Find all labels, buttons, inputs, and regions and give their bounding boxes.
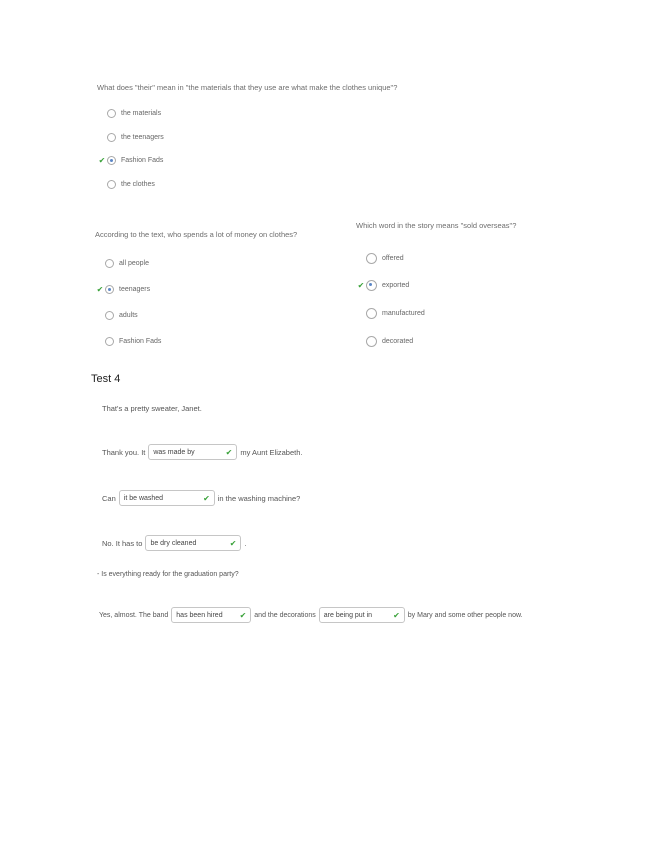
line-text: Yes, almost. The band <box>99 611 169 619</box>
dialogue-line-6 <box>99 607 523 623</box>
option-label: exported <box>382 282 410 289</box>
radio-button[interactable] <box>366 308 377 319</box>
line-text: Thank you. It <box>102 447 146 457</box>
radio-button[interactable] <box>107 180 116 189</box>
check-icon: ✔ <box>203 493 210 503</box>
q3-option-4[interactable] <box>356 336 413 347</box>
option-label: manufactured <box>382 310 425 317</box>
dropdown-value: be dry cleaned <box>150 539 197 547</box>
radio-button[interactable] <box>107 133 116 142</box>
option-label: teenagers <box>119 286 151 293</box>
answer-dropdown[interactable] <box>171 607 251 623</box>
line-text: my Aunt Elizabeth. <box>240 447 303 457</box>
dropdown-value: are being put in <box>323 611 373 619</box>
check-icon: ✔ <box>357 281 365 290</box>
option-label: the materials <box>121 110 162 117</box>
option-label: adults <box>119 312 138 319</box>
question-3-text: Which word in the story means "sold overseas"? <box>356 221 517 230</box>
option-label: the teenagers <box>121 134 164 141</box>
radio-button[interactable] <box>366 336 377 347</box>
q3-option-3[interactable] <box>356 308 425 319</box>
q1-option-3[interactable] <box>97 156 163 165</box>
answer-dropdown[interactable] <box>119 490 215 506</box>
question-2-text: According to the text, who spends a lot of money on clothes? <box>95 230 298 239</box>
question-1-text: What does "their" mean in "the materials that they use are what make the clothes unique"? <box>97 83 398 92</box>
dialogue-line-3 <box>102 490 300 506</box>
section-heading: Test 4 <box>91 373 121 385</box>
q1-option-1[interactable] <box>97 109 161 118</box>
answer-dropdown[interactable] <box>319 607 405 623</box>
q3-option-2[interactable] <box>356 280 409 291</box>
q2-option-2[interactable] <box>95 285 150 294</box>
q2-option-4[interactable] <box>95 337 161 346</box>
q1-option-2[interactable] <box>97 133 164 142</box>
line-text: by Mary and some other people now. <box>407 611 523 619</box>
option-label: decorated <box>382 338 414 345</box>
option-label: offered <box>382 255 404 262</box>
line-text: and the decorations <box>254 611 316 619</box>
option-label: Fashion Fads <box>121 157 164 164</box>
radio-button[interactable] <box>105 311 114 320</box>
radio-button-selected[interactable] <box>107 156 116 165</box>
line-text: Can <box>102 493 116 503</box>
radio-button[interactable] <box>105 259 114 268</box>
check-icon: ✔ <box>393 610 400 620</box>
check-icon: ✔ <box>98 156 106 165</box>
option-label: the clothes <box>121 181 155 188</box>
check-icon: ✔ <box>239 610 247 620</box>
check-icon: ✔ <box>96 285 104 294</box>
option-label: Fashion Fads <box>119 338 162 345</box>
dialogue-line-1: That's a pretty sweater, Janet. <box>102 404 202 413</box>
answer-dropdown[interactable] <box>148 444 237 460</box>
dialogue-line-4 <box>102 535 247 551</box>
answer-dropdown[interactable] <box>145 535 241 551</box>
q2-option-3[interactable] <box>95 311 138 320</box>
dialogue-line-5: - Is everything ready for the graduation party? <box>97 571 239 578</box>
dropdown-value: was made by <box>153 448 195 456</box>
line-text: in the washing machine? <box>217 493 301 503</box>
check-icon: ✔ <box>229 538 237 548</box>
line-text: . <box>244 538 247 548</box>
radio-button[interactable] <box>366 253 377 264</box>
option-label: all people <box>119 260 149 267</box>
radio-button[interactable] <box>107 109 116 118</box>
dropdown-value: it be washed <box>123 494 164 502</box>
radio-button-selected[interactable] <box>105 285 114 294</box>
dropdown-value: has been hired <box>176 611 223 619</box>
line-text: No. It has to <box>102 538 143 548</box>
check-icon: ✔ <box>225 447 233 457</box>
q2-option-1[interactable] <box>95 259 149 268</box>
q3-option-1[interactable] <box>356 253 404 264</box>
radio-button[interactable] <box>105 337 114 346</box>
radio-button-selected[interactable] <box>366 280 377 291</box>
q1-option-4[interactable] <box>97 180 155 189</box>
dialogue-line-2 <box>102 444 302 460</box>
